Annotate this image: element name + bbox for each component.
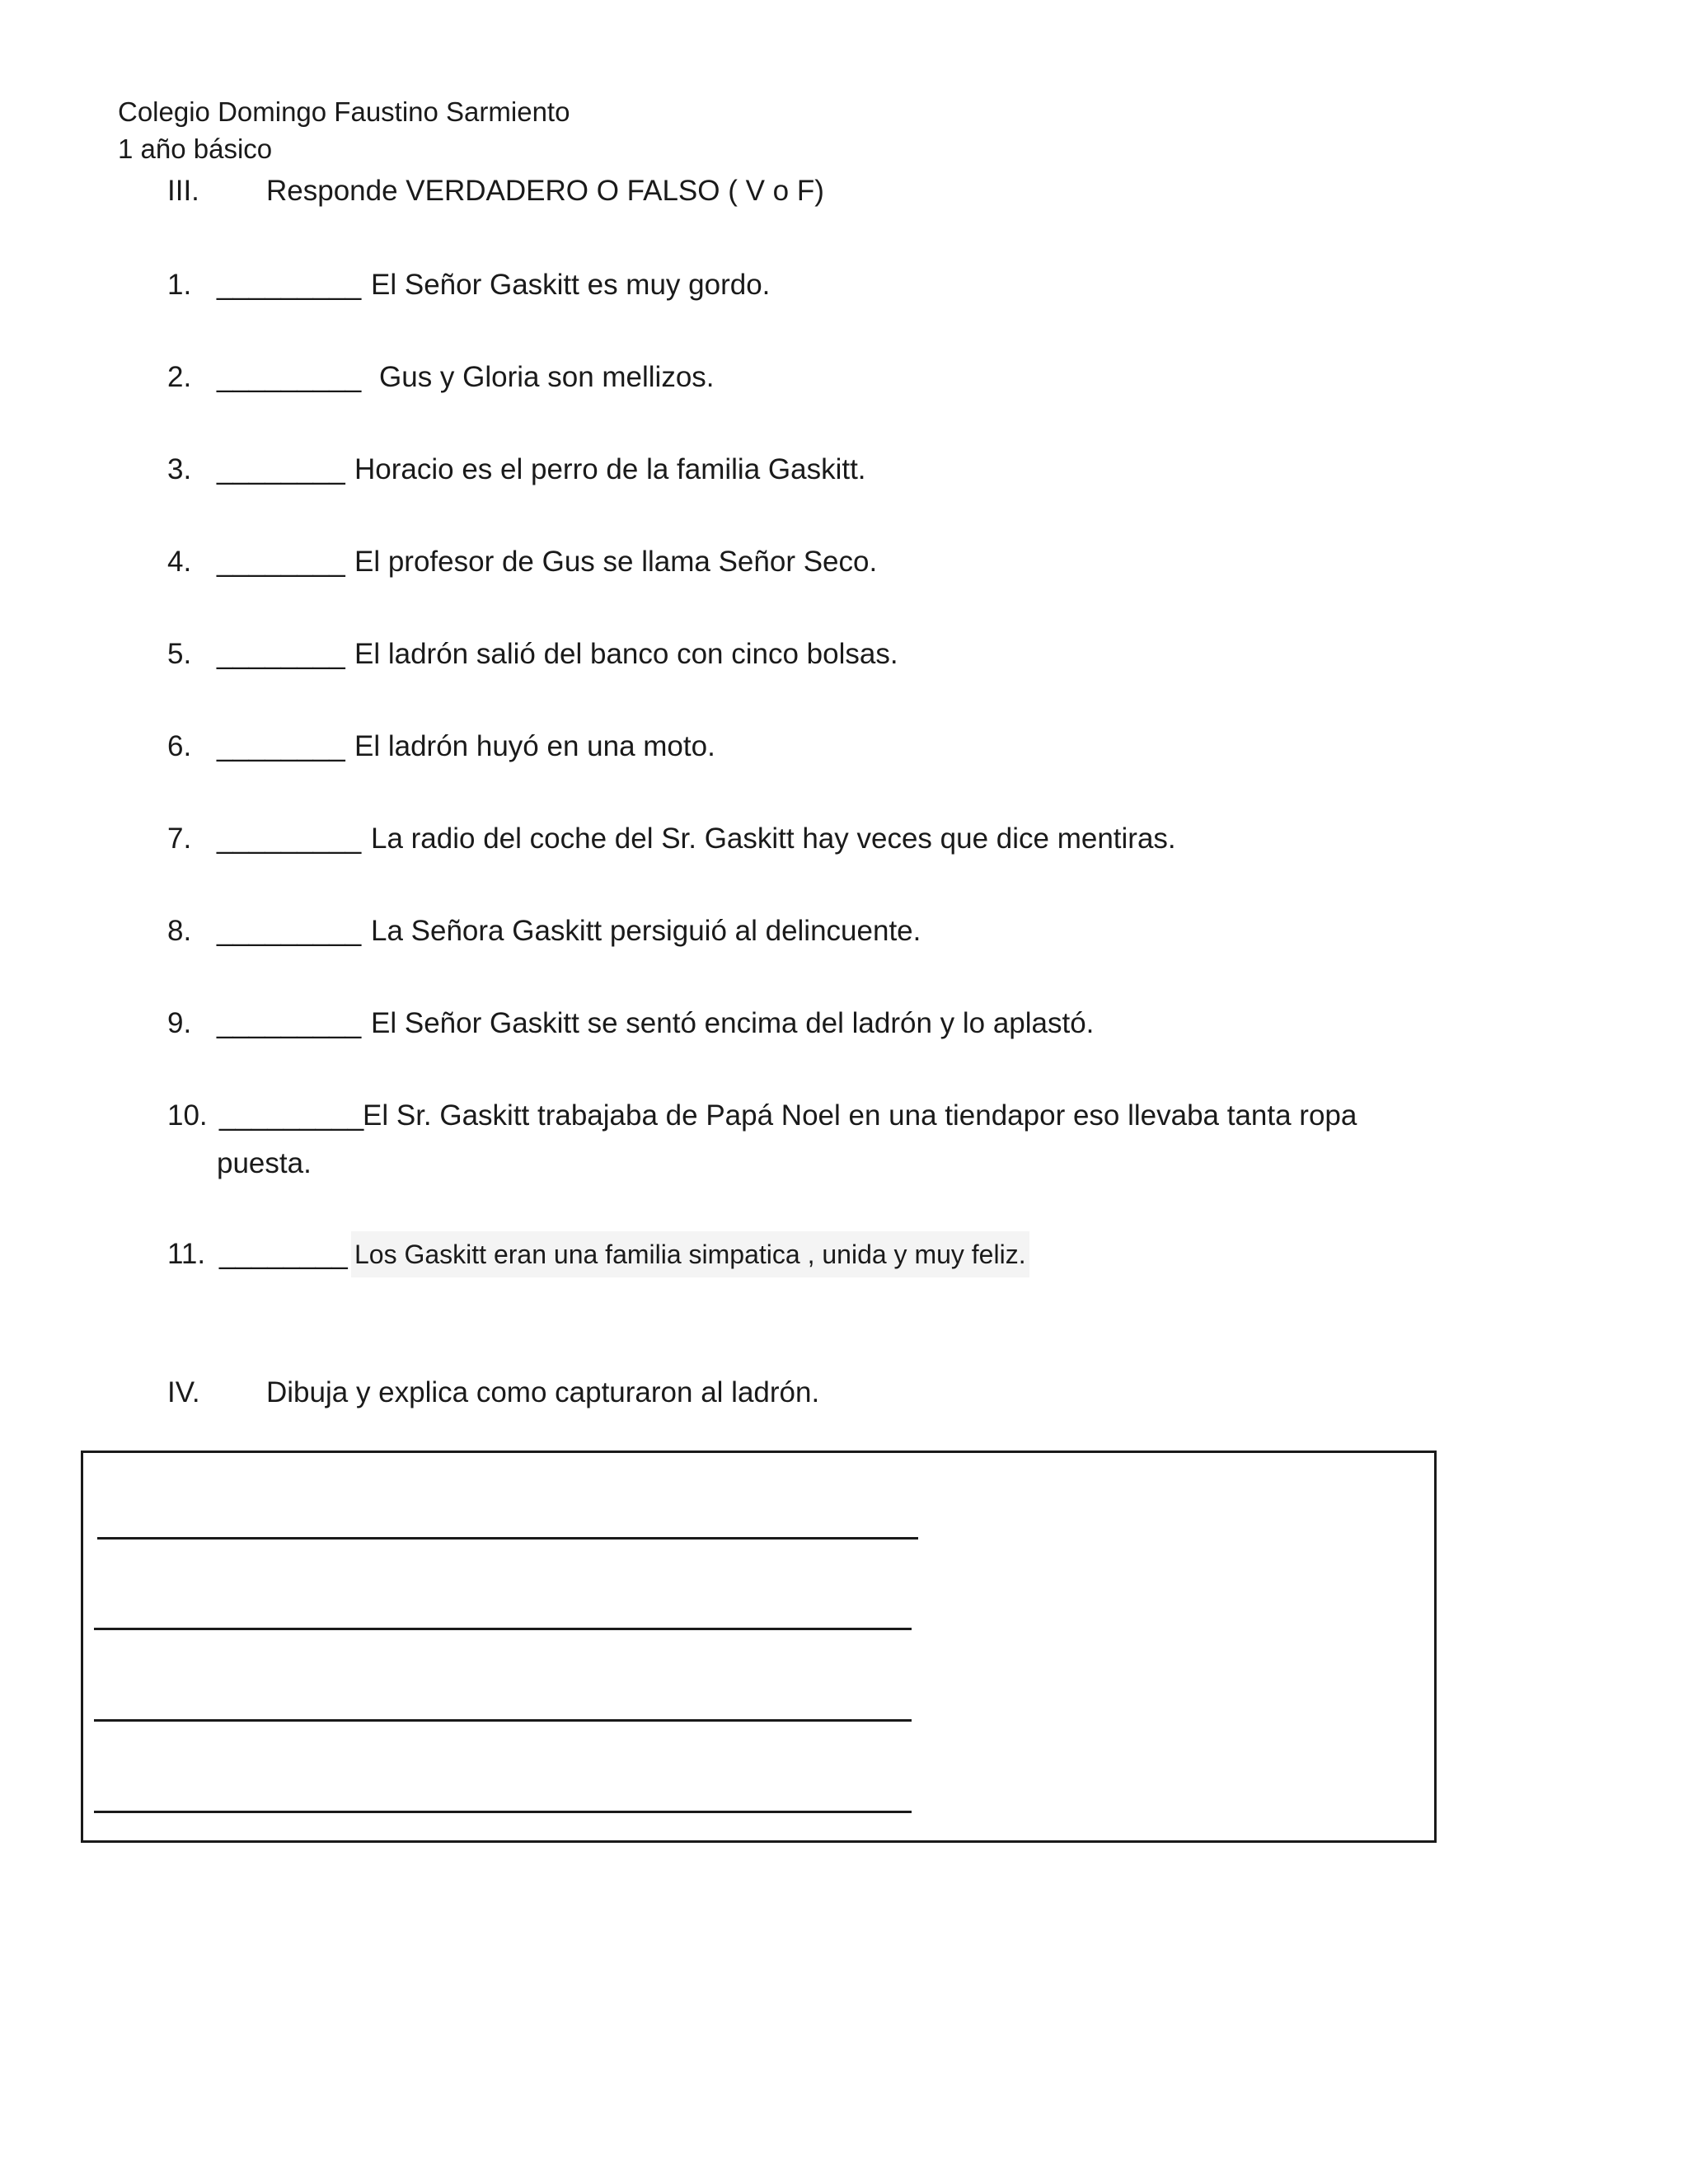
answer-writing-line[interactable] — [97, 1537, 918, 1540]
question-number: 3. — [167, 453, 192, 485]
section-3-number: III. — [167, 175, 199, 207]
question-number: 9. — [167, 1007, 192, 1039]
answer-writing-line[interactable] — [94, 1719, 912, 1722]
question-number: 1. — [167, 269, 192, 301]
answer-blank[interactable]: ________ — [217, 453, 345, 485]
question-number: 8. — [167, 915, 192, 947]
answer-writing-line[interactable] — [94, 1628, 912, 1630]
school-name: Colegio Domingo Faustino Sarmiento — [118, 96, 570, 127]
question-number: 2. — [167, 361, 192, 393]
question-text: Horacio es el perro de la familia Gaskitt. — [354, 453, 866, 485]
answer-blank[interactable]: ________ — [217, 546, 345, 578]
question-text: Los Gaskitt eran una familia simpatica , unida y muy feliz. — [351, 1231, 1029, 1277]
question-text: El profesor de Gus se llama Señor Seco. — [354, 546, 878, 578]
question-text: La Señora Gaskitt persiguió al delincuente. — [371, 915, 921, 947]
question-text-continuation: puesta. — [217, 1147, 312, 1179]
question-number: 10. — [167, 1099, 208, 1132]
question-number: 11. — [167, 1238, 206, 1270]
section-4-number: IV. — [167, 1376, 200, 1408]
answer-blank[interactable]: _________ — [217, 823, 362, 855]
question-number: 7. — [167, 823, 192, 855]
question-text: El Señor Gaskitt es muy gordo. — [371, 269, 771, 301]
question-text: El ladrón huyó en una moto. — [354, 730, 715, 762]
question-number: 6. — [167, 730, 192, 762]
answer-blank[interactable]: ________ — [217, 730, 345, 762]
answer-blank[interactable]: _________ — [217, 915, 362, 947]
answer-blank[interactable]: _________ — [217, 361, 362, 393]
question-text: Gus y Gloria son mellizos. — [379, 361, 715, 393]
section-4-heading — [0, 1375, 1688, 1411]
grade-label: 1 año básico — [118, 134, 273, 164]
question-text: El ladrón salió del banco con cinco bolsas. — [354, 638, 898, 670]
question-number: 5. — [167, 638, 192, 670]
answer-blank[interactable]: ________ — [219, 1238, 348, 1270]
answer-blank[interactable]: _________ — [217, 1007, 362, 1039]
answer-writing-line[interactable] — [94, 1811, 912, 1813]
question-text: El Señor Gaskitt se sentó encima del ladrón y lo aplastó. — [371, 1007, 1095, 1039]
section-3-title: Responde VERDADERO O FALSO ( V o F) — [266, 175, 824, 207]
answer-blank[interactable]: _________ — [217, 269, 362, 301]
section-4-title: Dibuja y explica como capturaron al ladrón. — [266, 1376, 820, 1408]
drawing-answer-box[interactable] — [81, 1451, 1437, 1843]
answer-blank[interactable]: ________ — [217, 638, 345, 670]
question-text: La radio del coche del Sr. Gaskitt hay veces que dice mentiras. — [371, 823, 1176, 855]
question-text: El Sr. Gaskitt trabajaba de Papá Noel en una tiendapor eso llevaba tanta ropa — [363, 1099, 1357, 1132]
section-3-heading — [0, 173, 1688, 209]
answer-blank[interactable]: _________ — [219, 1099, 364, 1132]
question-number: 4. — [167, 546, 192, 578]
